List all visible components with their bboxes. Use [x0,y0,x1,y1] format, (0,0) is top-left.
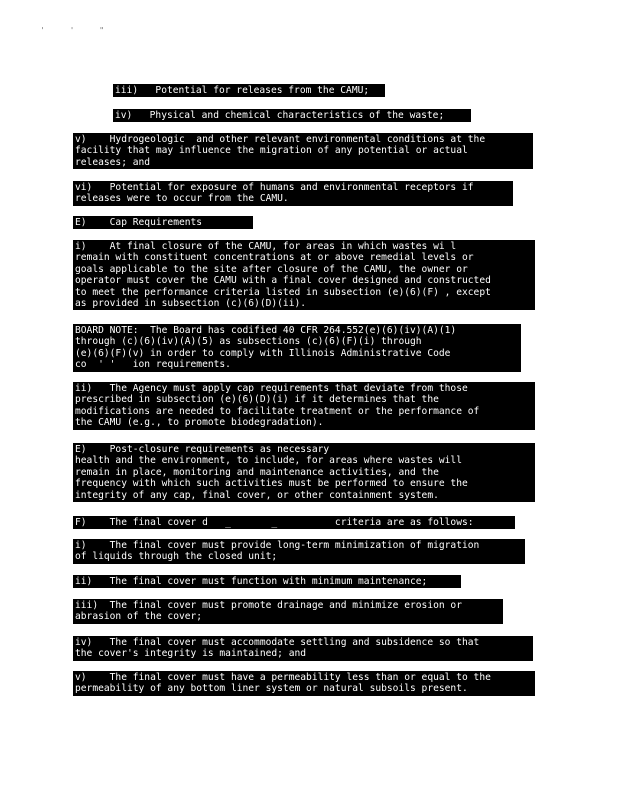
item-iv [113,109,471,122]
line: goals applicable to the site after closure of the CAMU, the owner or [75,263,468,275]
line: ii) The final cover must function with minimum maintenance; [75,576,428,587]
line: iii) The final cover must promote drainage and minimize erosion or [75,600,462,611]
item-v [73,133,533,169]
line: facility that may influence the migration of any potential or actual [75,145,468,157]
line: through (c)(6)(iv)(A)(5) as subsections (c)(6)(F)(i) through [75,336,422,348]
line: operator must cover the CAMU with a final cover designed and constructed [75,275,491,287]
heading-cap-requirements [73,216,253,229]
line: iv) The final cover must accommodate settling and subsidence so that [75,637,480,648]
item-post-closure [73,443,535,502]
line: E) Post-closure requirements as necessary [75,444,335,455]
item-final-cover-v [73,671,535,696]
item-final-cover-iii [73,599,503,624]
line: co ' ' ion requirements. [75,359,231,371]
item-final-cover-criteria [73,516,515,529]
unhighlighted-text: to adequately protect human [334,444,491,455]
line: to meet the performance criteria listed in subsection (e)(6)(F) , except [75,286,491,298]
line: the CAMU (e.g., to promote biodegradation). [75,417,324,429]
item-agency-ii [73,382,535,430]
item-final-cover-i [73,539,525,564]
line: iv) Physical and chemical characteristics of the waste; [115,110,445,121]
line: releases; and [75,156,151,168]
line: E) Cap Requirements [75,217,203,228]
item-vi [73,181,513,206]
line: remain in place, monitoring and maintenance activities, and the [75,466,439,478]
line: permeability of any bottom liner system or natural subsoils present. [75,683,468,695]
scan-marks: ' ' " [40,26,115,35]
line: frequency with which such activities must be performed to ensure the [75,478,468,490]
line: BOARD NOTE: The Board has codified 40 CFR 264.552(e)(6)(iv)(A)(1) [75,325,457,336]
line: health and the environment, to include, for areas where wastes will [75,455,462,467]
line: remain with constituent concentrations at or above remedial levels or [75,252,474,264]
line: (e)(6)(F)(v) in order to comply with Illinois Administrative Code [75,347,451,359]
item-iii [113,84,385,97]
line: vi) Potential for exposure of humans and environmental receptors if [75,182,474,193]
line: F) The final cover d _ _ criteria are as follows: [75,517,474,528]
line: prescribed in subsection (e)(6)(D)(i) if it determines that the [75,394,439,406]
line: i) The final cover must provide long-term minimization of migration [75,540,480,551]
line: of liquids through the closed unit; [75,551,278,563]
line: ii) The Agency must apply cap requirements that deviate from those [75,383,468,394]
line: iii) Potential for releases from the CAMU; [115,85,370,96]
line: abrasion of the cover; [75,611,203,623]
item-final-cover-ii [73,575,461,588]
line: i) At final closure of the CAMU, for areas in which wastes wi l [75,241,457,252]
item-cap-i [73,240,535,310]
line: integrity of any cap, final cover, or other containment system. [75,489,439,501]
line: releases were to occur from the CAMU. [75,193,289,205]
line: as provided in subsection (c)(6)(D)(ii). [75,298,307,310]
line: v) The final cover must have a permeability less than or equal to the [75,672,491,683]
line: modifications are needed to facilitate treatment or the performance of [75,405,480,417]
board-note [73,324,521,372]
item-final-cover-iv [73,636,533,661]
line: v) Hydrogeologic and other relevant environmental conditions at the [75,134,486,145]
line: the cover's integrity is maintained; and [75,648,307,660]
